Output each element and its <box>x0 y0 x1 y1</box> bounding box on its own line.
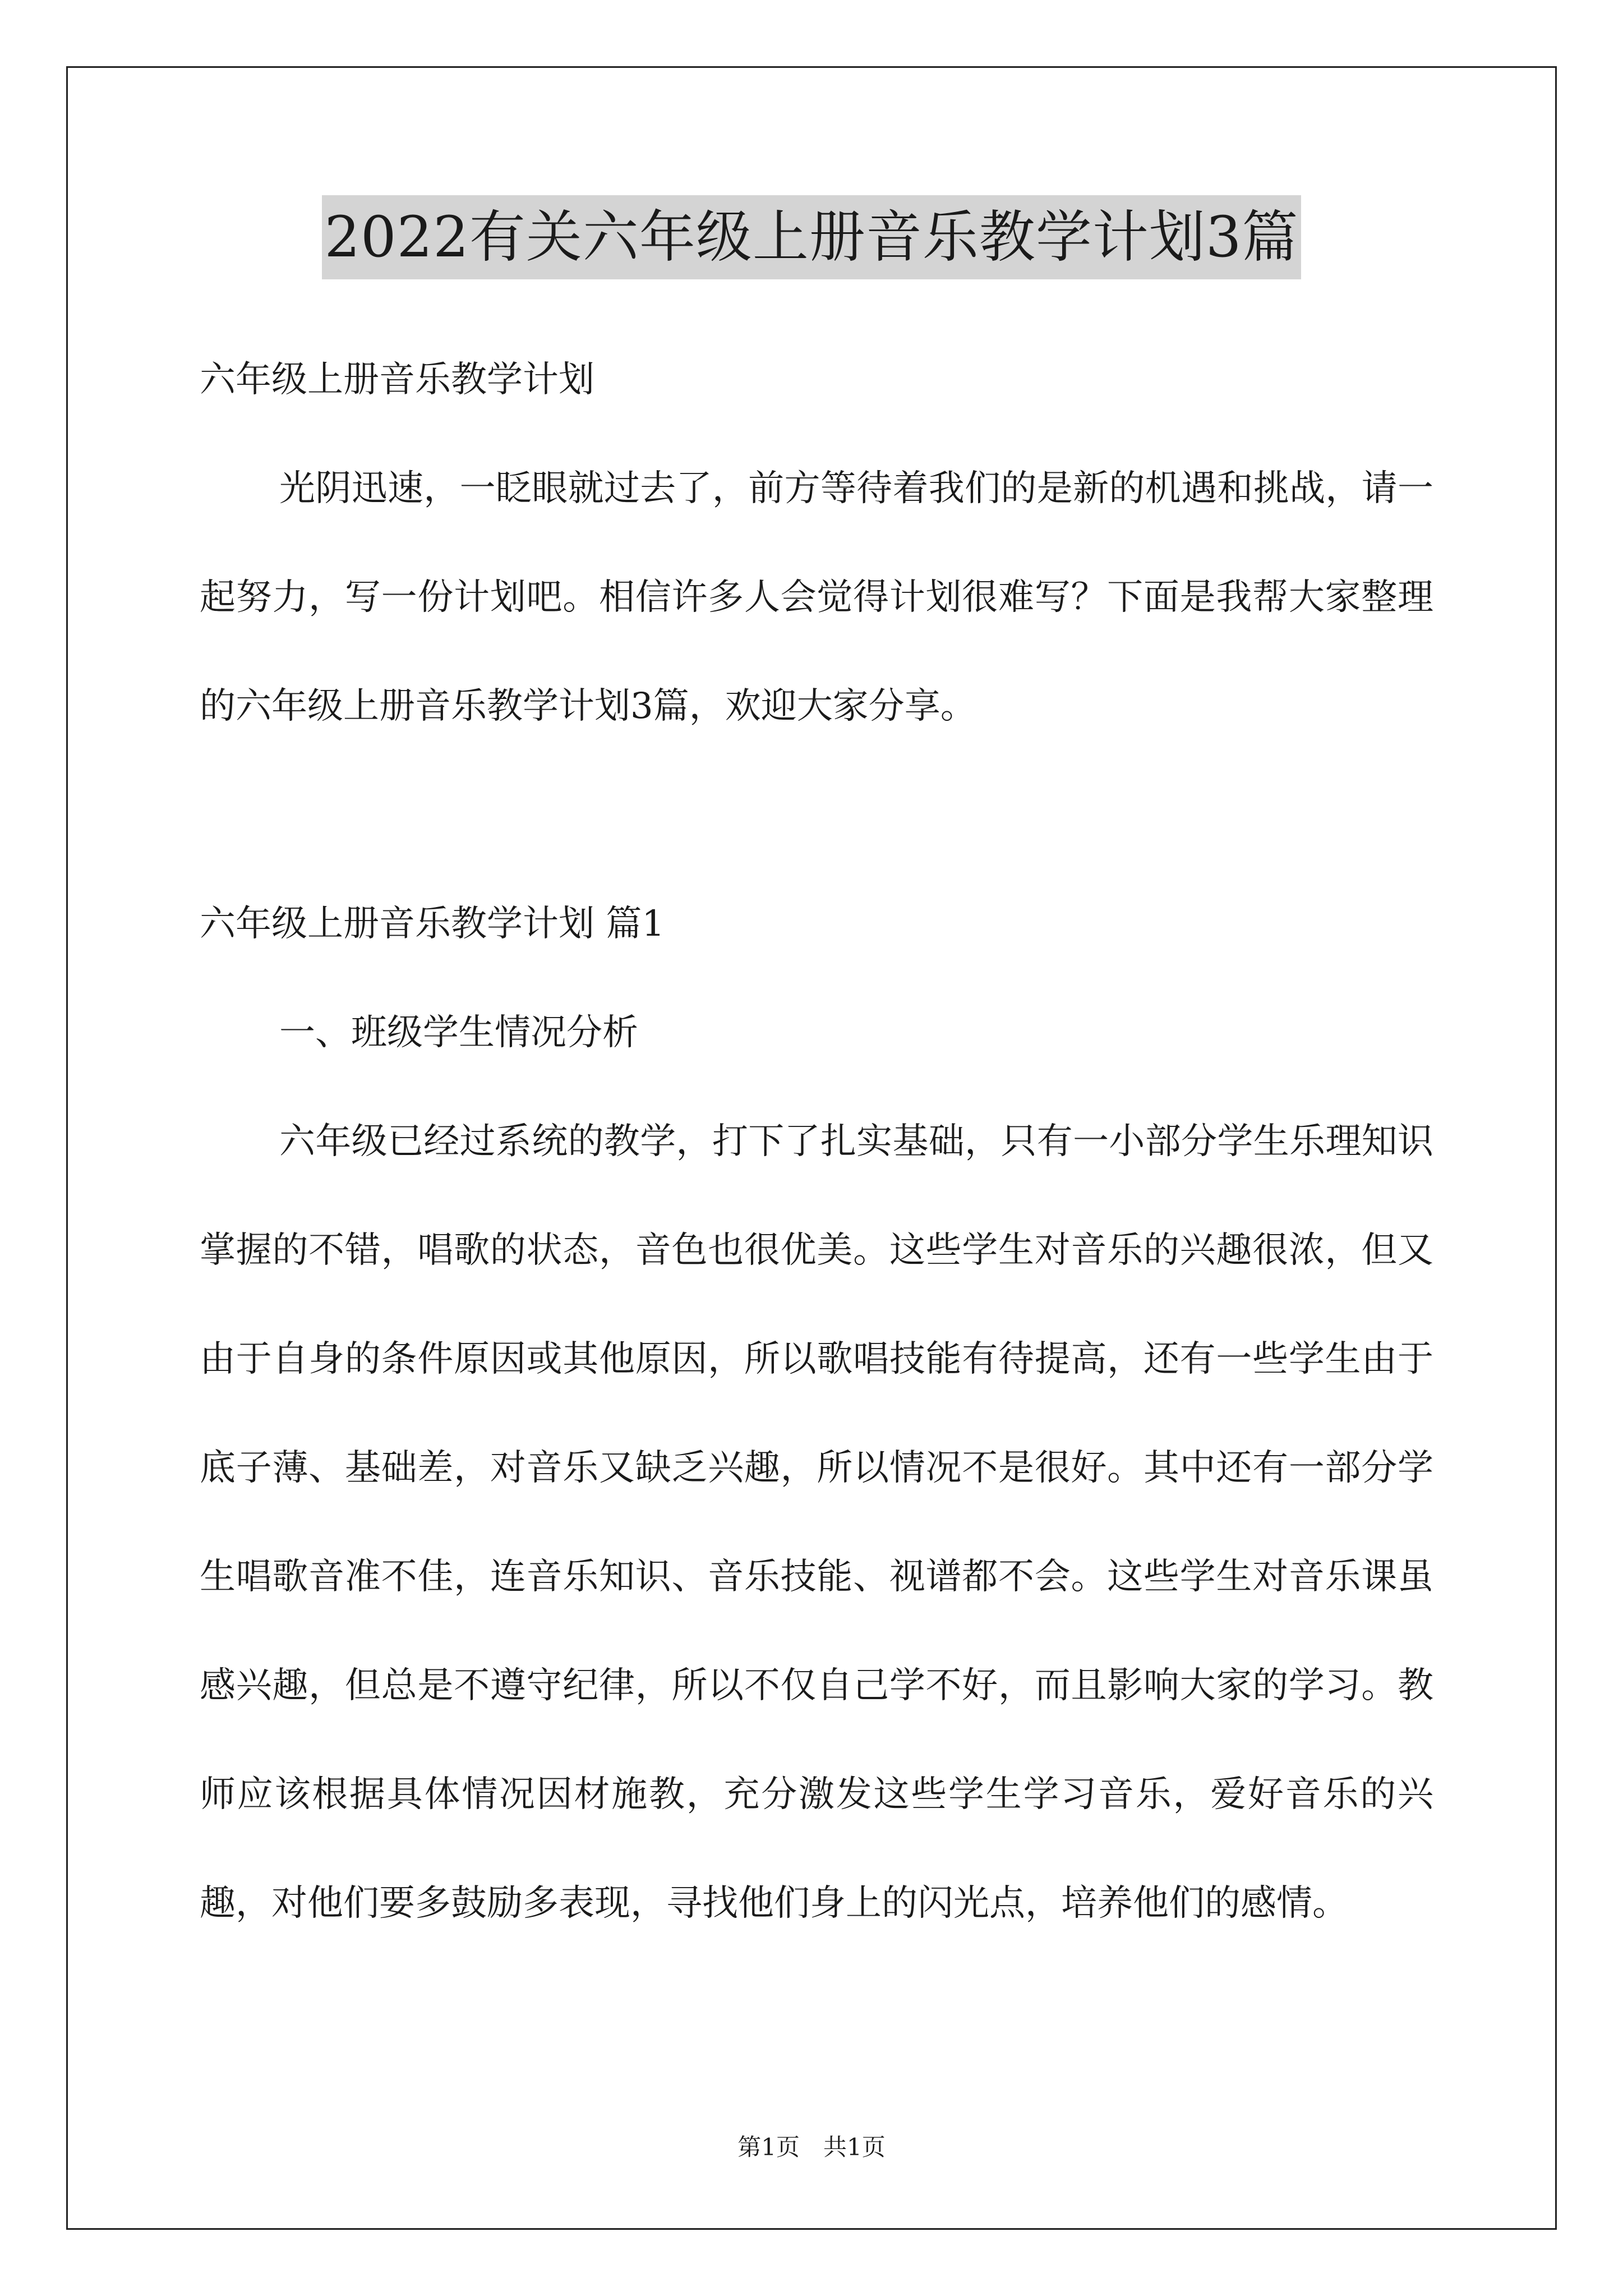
intro-paragraph: 光阴迅速，一眨眼就过去了，前方等待着我们的是新的机遇和挑战，请一起努力，写一份计划吧。相信许多人会觉得计划很难写？下面是我帮大家整理的六年级上册音乐教学计划3篇，欢迎大家分享。 <box>200 468 1433 727</box>
subheading: 一、班级学生情况分析 <box>279 1012 638 1053</box>
document-title: 2022有关六年级上册音乐教学计划3篇 <box>322 195 1301 279</box>
page-footer: 第1页 共1页 <box>737 2133 886 2161</box>
section-heading: 六年级上册音乐教学计划 篇1 <box>200 903 665 945</box>
title-container <box>0 195 1623 279</box>
intro-heading: 六年级上册音乐教学计划 <box>200 359 594 401</box>
body-paragraph: 六年级已经过系统的教学，打下了扎实基础，只有一小部分学生乐理知识掌握的不错，唱歌的状态，音色也很优美。这些学生对音乐的兴趣很浓，但又由于自身的条件原因或其他原因，所以歌唱技能有待提高，还有一些学生由于底子薄、基础差，对音乐又缺乏兴趣，所以情况不是很好。其中还有一部分学生唱歌音准不佳，连音乐知识、音乐技能、视谱都不会。这些学生对音乐课虽感兴趣，但总是不遵守纪律，所以不仅自己学不好，而且影响大家的学习。教师应该根据具体情况因材施教，充分激发这些学生学习音乐，爱好音乐的兴趣，对他们要多鼓励多表现，寻找他们身上的闪光点，培养他们的感情。 <box>200 1121 1433 1924</box>
